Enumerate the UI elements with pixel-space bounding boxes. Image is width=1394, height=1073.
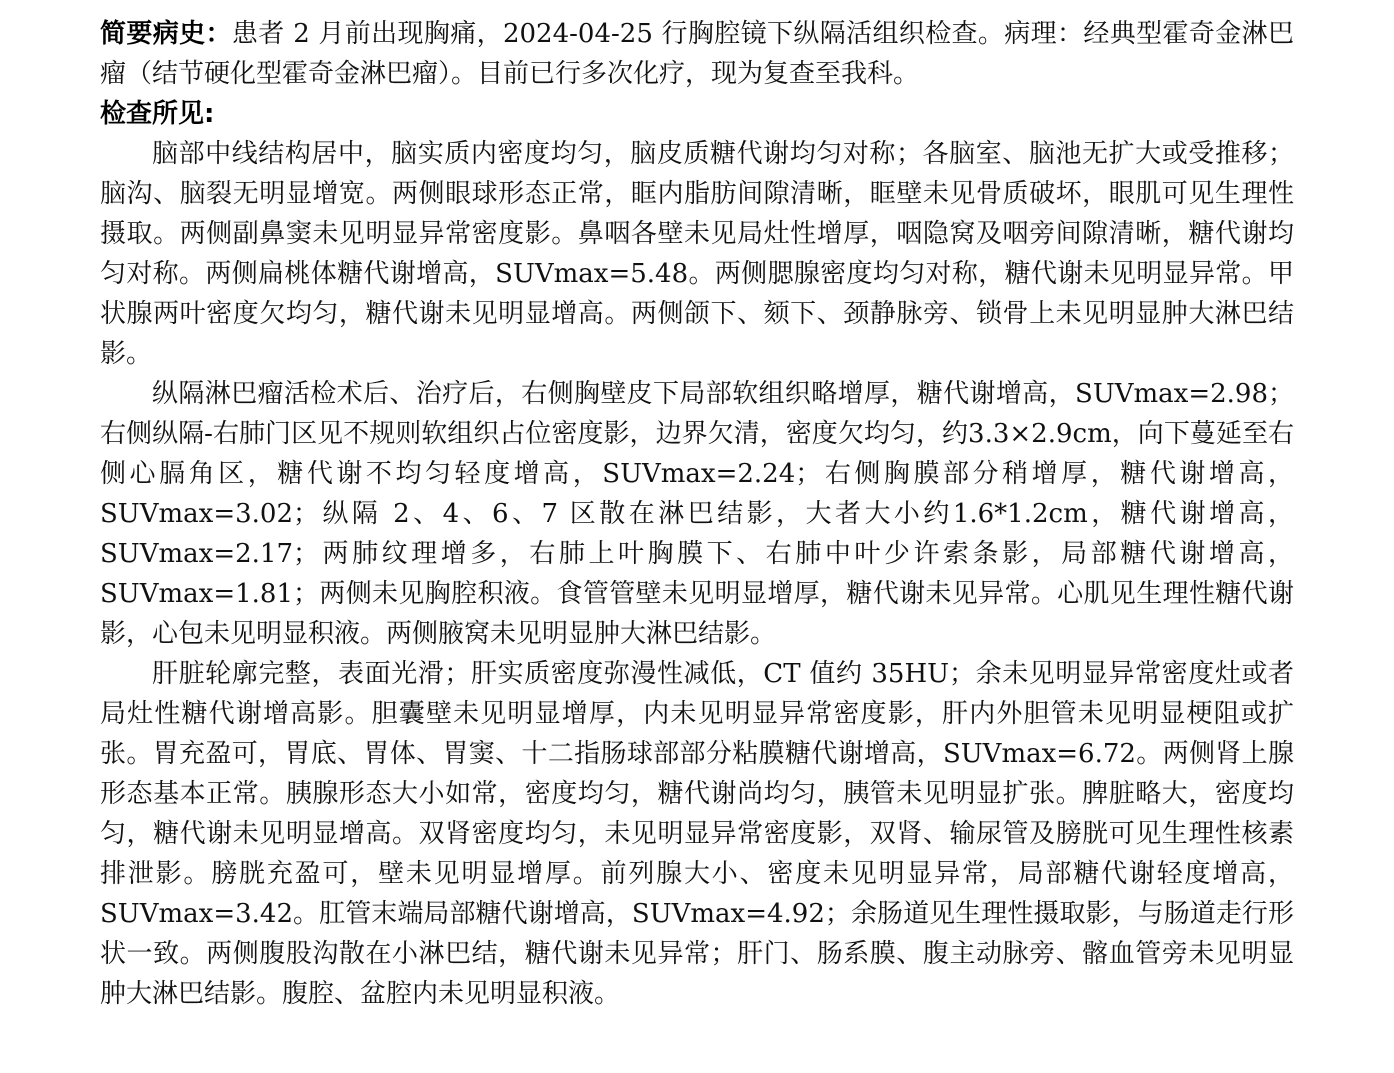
findings-label: 检查所见: [100,99,215,129]
findings-paragraph-chest: 纵隔淋巴瘤活检术后、治疗后，右侧胸壁皮下局部软组织略增厚，糖代谢增高，SUVmax=2.98；右侧纵隔-右肺门区见不规则软组织占位密度影，边界欠清，密度欠均匀，约3.3×2.9cm，向下蔓延至右侧心膈角区，糖代谢不均匀轻度增高，SUVmax=2.24；右侧胸膜部分稍增厚，糖代谢增高，SUVmax=3.02；纵隔 2、4、6、7 区散在淋巴结影，大者大小约1.6*1.2cm，糖代谢增高，SUVmax=2.17；两肺纹理增多，右肺上叶胸膜下、右肺中叶少许索条影，局部糖代谢增高，SUVmax=1.81；两侧未见胸腔积液。食管管壁未见明显增厚，糖代谢未见异常。心肌见生理性糖代谢影，心包未见明显积液。两侧腋窝未见明显肿大淋巴结影。 [100,379,1294,649]
findings-paragraph-head-neck: 脑部中线结构居中，脑实质内密度均匀，脑皮质糖代谢均匀对称；各脑室、脑池无扩大或受推移；脑沟、脑裂无明显增宽。两侧眼球形态正常，眶内脂肪间隙清晰，眶壁未见骨质破坏，眼肌可见生理性摄取。两侧副鼻窦未见明显异常密度影。鼻咽各壁未见局灶性增厚，咽隐窝及咽旁间隙清晰，糖代谢均匀对称。两侧扁桃体糖代谢增高，SUVmax=5.48。两侧腮腺密度均匀对称，糖代谢未见明显异常。甲状腺两叶密度欠均匀，糖代谢未见明显增高。两侧颌下、颏下、颈静脉旁、锁骨上未见明显肿大淋巴结影。 [100,139,1294,369]
history-label: 简要病史： [100,19,232,49]
report-document [100,14,1294,1014]
history-text: 患者 2 月前出现胸痛，2024-04-25 行胸腔镜下纵隔活组织检查。病理：经典型霍奇金淋巴瘤（结节硬化型霍奇金淋巴瘤）。目前已行多次化疗，现为复查至我科。 [100,19,1294,89]
history-section [100,14,1294,94]
findings-paragraph-abdomen-pelvis: 肝脏轮廓完整，表面光滑；肝实质密度弥漫性减低，CT 值约 35HU；余未见明显异常密度灶或者局灶性糖代谢增高影。胆囊壁未见明显增厚，内未见明显异常密度影，肝内外胆管未见明显梗阻或扩张。胃充盈可，胃底、胃体、胃窦、十二指肠球部部分粘膜糖代谢增高，SUVmax=6.72。两侧肾上腺形态基本正常。胰腺形态大小如常，密度均匀，糖代谢尚均匀，胰管未见明显扩张。脾脏略大，密度均匀，糖代谢未见明显增高。双肾密度均匀，未见明显异常密度影，双肾、输尿管及膀胱可见生理性核素排泄影。膀胱充盈可，壁未见明显增厚。前列腺大小、密度未见明显异常，局部糖代谢轻度增高，SUVmax=3.42。肛管末端局部糖代谢增高，SUVmax=4.92；余肠道见生理性摄取影，与肠道走行形状一致。两侧腹股沟散在小淋巴结，糖代谢未见异常；肝门、肠系膜、腹主动脉旁、髂血管旁未见明显肿大淋巴结影。腹腔、盆腔内未见明显积液。 [100,659,1294,1009]
